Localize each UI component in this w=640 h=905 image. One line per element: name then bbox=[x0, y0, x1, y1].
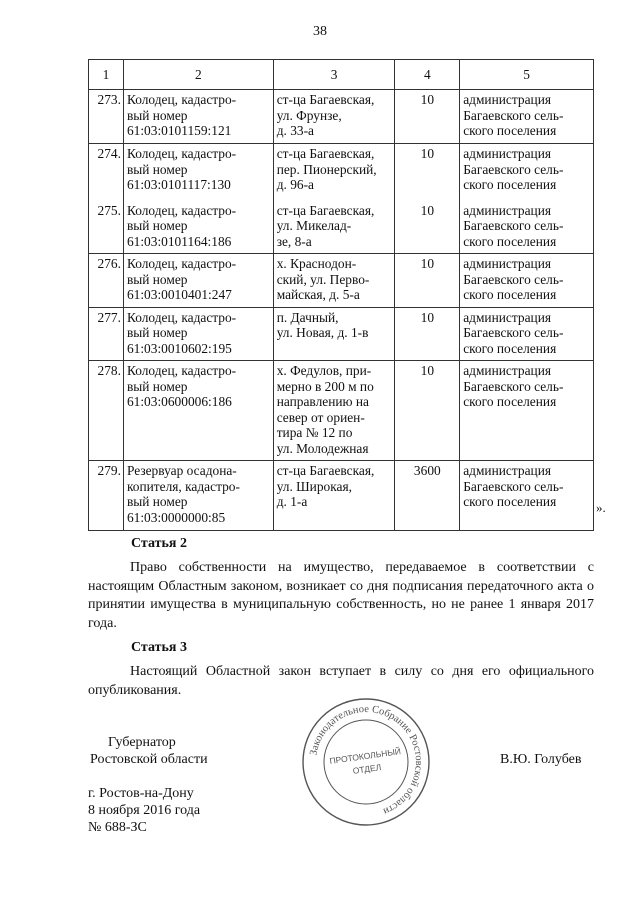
object-address: п. Дачный, ул. Новая, д. 1-в bbox=[273, 307, 395, 361]
signing-date: 8 ноября 2016 года bbox=[88, 803, 201, 818]
header-cell: 1 bbox=[89, 60, 124, 90]
table-row bbox=[89, 144, 594, 197]
object-quantity: 10 bbox=[395, 144, 460, 197]
header-cell: 5 bbox=[460, 60, 594, 90]
row-number: 277. bbox=[89, 307, 124, 361]
table-row bbox=[89, 197, 594, 254]
object-address: ст-ца Багаевская, ул. Широкая, д. 1-а bbox=[273, 461, 395, 531]
object-name: Колодец, кадастро- вый номер 61:03:0101159:121 bbox=[123, 90, 273, 144]
row-number: 276. bbox=[89, 254, 124, 308]
object-owner: администрация Багаевского сель- ского поселения bbox=[460, 90, 594, 144]
object-quantity: 10 bbox=[395, 197, 460, 254]
signatory-title-line2: Ростовской области bbox=[90, 752, 208, 767]
signatory-title-line1: Губернатор bbox=[108, 735, 176, 750]
object-name: Колодец, кадастро- вый номер 61:03:0101164:186 bbox=[123, 197, 273, 254]
object-quantity: 10 bbox=[395, 307, 460, 361]
stamp-center-line1: ПРОТОКОЛЬНЫЙ bbox=[328, 746, 402, 767]
object-address: х. Краснодон- ский, ул. Перво- майская, д. 5-а bbox=[273, 254, 395, 308]
object-address: х. Федулов, при- мерно в 200 м по направлению на север от ориен- тира № 12 по ул. Молодежная bbox=[273, 361, 395, 461]
object-owner: администрация Багаевского сель- ского поселения bbox=[460, 254, 594, 308]
object-quantity: 10 bbox=[395, 361, 460, 461]
law-number: № 688-ЗС bbox=[88, 820, 147, 835]
object-name: Колодец, кадастро- вый номер 61:03:0010401:247 bbox=[123, 254, 273, 308]
table-header-row bbox=[89, 60, 594, 90]
article-2-heading: Статья 2 bbox=[131, 536, 187, 551]
stamp-center-line2: ОТДЕЛ bbox=[352, 761, 382, 776]
official-stamp bbox=[300, 696, 432, 828]
object-quantity: 10 bbox=[395, 90, 460, 144]
object-name: Колодец, кадастро- вый номер 61:03:0600006:186 bbox=[123, 361, 273, 461]
signing-city: г. Ростов-на-Дону bbox=[88, 786, 194, 801]
header-cell: 3 bbox=[273, 60, 395, 90]
object-owner: администрация Багаевского сель- ского поселения bbox=[460, 361, 594, 461]
row-number: 279. bbox=[89, 461, 124, 531]
object-name: Резервуар осадона- копителя, кадастро- вый номер 61:03:0000000:85 bbox=[123, 461, 273, 531]
property-table bbox=[88, 59, 594, 531]
article-3-text: Настоящий Областной закон вступает в силу со дня его официального опубликования. bbox=[88, 664, 594, 698]
row-number: 274. bbox=[89, 144, 124, 197]
table-row bbox=[89, 361, 594, 461]
table-row bbox=[89, 254, 594, 308]
object-name: Колодец, кадастро- вый номер 61:03:0101117:130 bbox=[123, 144, 273, 197]
object-owner: администрация Багаевского сель- ского поселения bbox=[460, 197, 594, 254]
object-quantity: 10 bbox=[395, 254, 460, 308]
article-3-heading: Статья 3 bbox=[131, 640, 187, 655]
object-owner: администрация Багаевского сель- ского поселения bbox=[460, 307, 594, 361]
article-2-text: Право собственности на имущество, передаваемое в соответствии с настоящим Областным законом, возникает со дня подписания передаточного акта о принятии имущества в муниципальную собственность, но не ранее 1 января 2017 года. bbox=[88, 560, 594, 631]
closing-quote: ». bbox=[596, 500, 606, 515]
header-cell: 2 bbox=[123, 60, 273, 90]
object-owner: администрация Багаевского сель- ского поселения bbox=[460, 144, 594, 197]
table-row bbox=[89, 307, 594, 361]
table-row bbox=[89, 90, 594, 144]
page-number: 38 bbox=[313, 24, 327, 39]
table-row bbox=[89, 461, 594, 531]
object-address: ст-ца Багаевская, ул. Микелад- зе, 8-а bbox=[273, 197, 395, 254]
object-address: ст-ца Багаевская, пер. Пионерский, д. 96-а bbox=[273, 144, 395, 197]
object-quantity: 3600 bbox=[395, 461, 460, 531]
stamp-ring-text: Законодательное Собрание Ростовской области bbox=[308, 703, 425, 817]
stamp-outer-ring bbox=[303, 699, 429, 825]
object-address: ст-ца Багаевская, ул. Фрунзе, д. 33-а bbox=[273, 90, 395, 144]
object-owner: администрация Багаевского сель- ского поселения bbox=[460, 461, 594, 531]
row-number: 273. bbox=[89, 90, 124, 144]
signatory-name: В.Ю. Голубев bbox=[500, 752, 582, 767]
header-cell: 4 bbox=[395, 60, 460, 90]
row-number: 278. bbox=[89, 361, 124, 461]
row-number: 275. bbox=[89, 197, 124, 254]
object-name: Колодец, кадастро- вый номер 61:03:0010602:195 bbox=[123, 307, 273, 361]
